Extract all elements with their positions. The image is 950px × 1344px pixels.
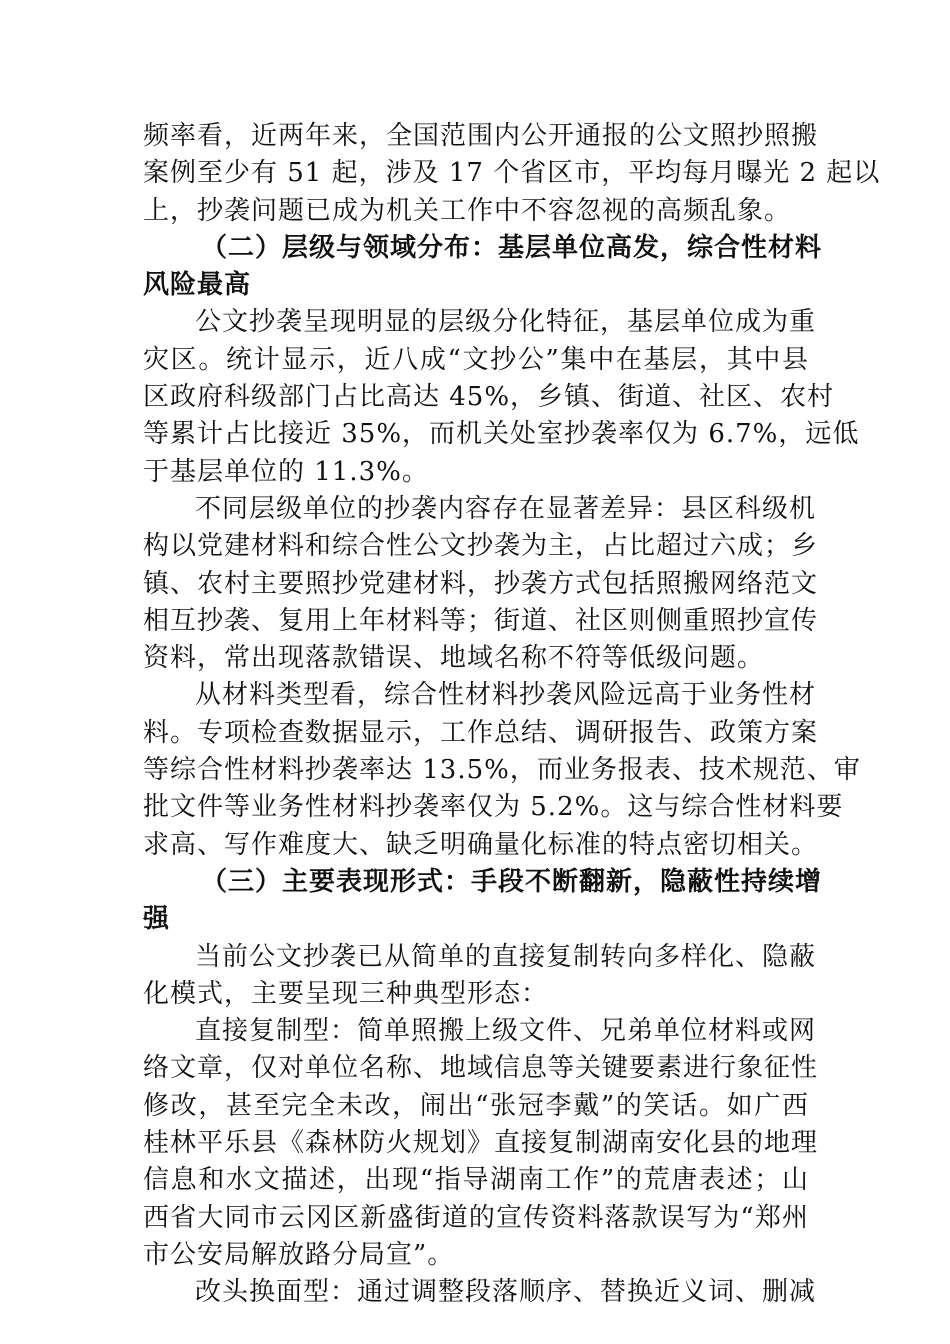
paragraph xyxy=(143,1013,819,1274)
text-line: 修改，甚至完全未改，闹出“张冠李戴”的笑话。如广西 xyxy=(143,1090,809,1121)
paragraph xyxy=(143,677,861,863)
text-line: 不同层级单位的抄袭内容存在显著差异：县区科级机 xyxy=(195,493,817,524)
text-line: 市公安局解放路分局宣”。 xyxy=(143,1239,455,1270)
heading-line: （二）层级与领域分布：基层单位高发，综合性材料 xyxy=(201,232,823,263)
text-line: 化模式，主要呈现三种典型形态： xyxy=(143,978,549,1009)
text-line: 络文章，仅对单位名称、地域信息等关键要素进行象征性 xyxy=(143,1053,819,1084)
text-line: 相互抄袭、复用上年材料等；街道、社区则侧重照抄宣传 xyxy=(143,605,819,636)
text-line: 于基层单位的 11.3%。 xyxy=(143,456,429,487)
text-line: 公文抄袭呈现明显的层级分化特征，基层单位成为重 xyxy=(195,307,817,338)
paragraph-continuation xyxy=(143,118,881,230)
text-line: 批文件等业务性材料抄袭率仅为 5.2%。这与综合性材料要 xyxy=(143,792,844,823)
heading-line: 风险最高 xyxy=(143,270,252,301)
text-line: 西省大同市云冈区新盛街道的宣传资料落款误写为“郑州 xyxy=(143,1202,809,1233)
heading-line: （三）主要表现形式：手段不断翻新，隐蔽性持续增 xyxy=(201,866,823,897)
paragraph xyxy=(143,1274,817,1311)
text-line: 料。专项检查数据显示，工作总结、调研报告、政策方案 xyxy=(143,717,819,748)
text-line: 当前公文抄袭已从简单的直接复制转向多样化、隐蔽 xyxy=(195,941,817,972)
paragraph xyxy=(143,939,817,1014)
text-line: 桂林平乐县《森林防火规划》直接复制湖南安化县的地理 xyxy=(143,1128,819,1159)
text-line: 直接复制型：简单照搬上级文件、兄弟单位材料或网 xyxy=(195,1016,817,1047)
text-line: 改头换面型：通过调整段落顺序、替换近义词、删减 xyxy=(195,1277,817,1308)
text-line: 从材料类型看，综合性材料抄袭风险远高于业务性材 xyxy=(195,680,817,711)
paragraph xyxy=(143,304,860,490)
text-line: 案例至少有 51 起，涉及 17 个省区市，平均每月曝光 2 起以 xyxy=(143,158,881,189)
text-line: 求高、写作难度大、缺乏明确量化标准的特点密切相关。 xyxy=(143,829,819,860)
text-line: 等综合性材料抄袭率达 13.5%，而业务报表、技术规范、审 xyxy=(143,755,861,786)
text-line: 上，抄袭问题已成为机关工作中不容忽视的高频乱象。 xyxy=(143,195,792,226)
text-line: 灾区。统计显示，近八成“文抄公”集中在基层，其中县 xyxy=(143,344,809,375)
text-line: 资料，常出现落款错误、地域名称不符等低级问题。 xyxy=(143,643,765,674)
text-line: 构以党建材料和综合性公文抄袭为主，占比超过六成；乡 xyxy=(143,531,819,562)
section-heading-2 xyxy=(143,230,823,305)
document-body xyxy=(143,118,881,1312)
text-line: 镇、农村主要照抄党建材料，抄袭方式包括照搬网络范文 xyxy=(143,568,819,599)
section-heading-3 xyxy=(143,864,823,939)
paragraph xyxy=(143,491,819,677)
text-line: 信息和水文描述，出现“指导湖南工作”的荒唐表述；山 xyxy=(143,1165,809,1196)
text-line: 区政府科级部门占比高达 45%，乡镇、街道、社区、农村 xyxy=(143,382,835,413)
heading-line: 强 xyxy=(143,904,171,935)
text-line: 等累计占比接近 35%，而机关处室抄袭率仅为 6.7%，远低 xyxy=(143,419,860,450)
text-line: 频率看，近两年来，全国范围内公开通报的公文照抄照搬 xyxy=(143,121,819,151)
